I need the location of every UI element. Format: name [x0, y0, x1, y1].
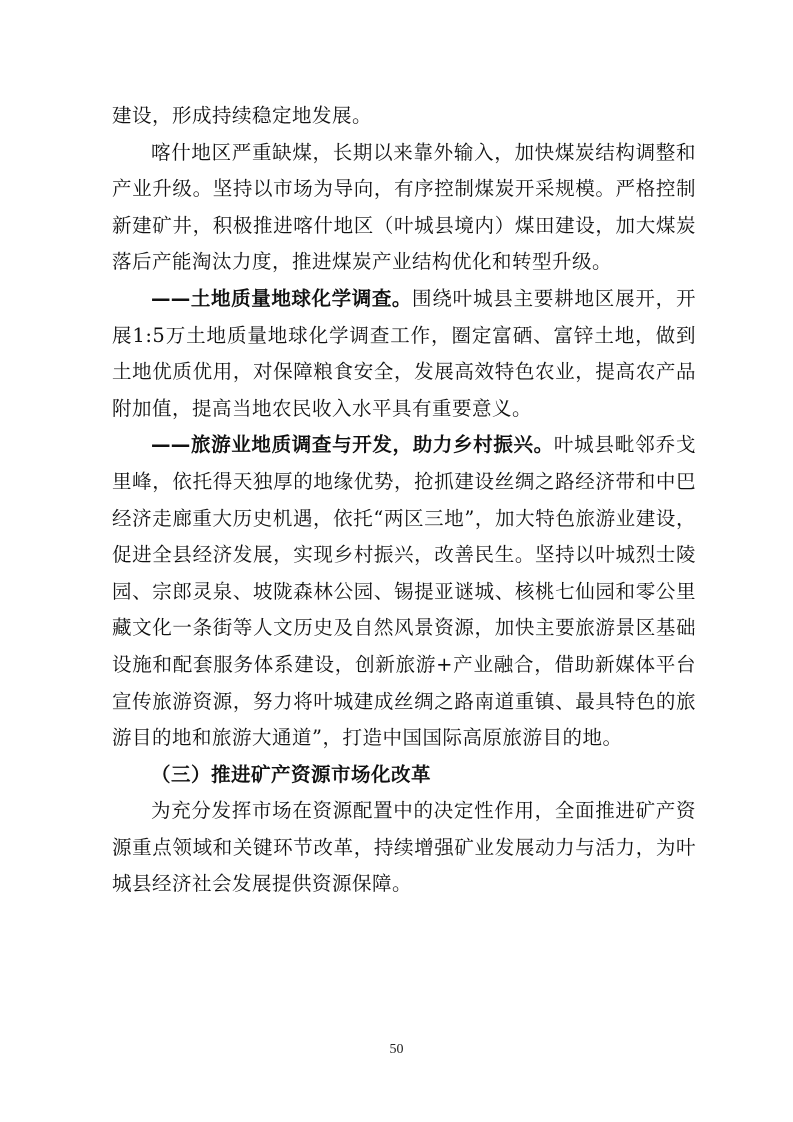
paragraph-continuation: 建设，形成持续稳定地发展。	[112, 104, 373, 127]
paragraph-market-reform: 为充分发挥市场在资源配置中的决定性作用，全面推进矿产资源重点领域和关键环节改革，持续增强矿业发展动力与活力，为叶城县经济社会发展提供资源保障。	[112, 799, 696, 896]
paragraph-text-tourism: 叶城县毗邻乔戈里峰，依托得天独厚的地缘优势，抢抓建设丝绸之路经济带和中巴经济走廊重大历史机遇，依托“两区三地”，加大特色旅游业建设，促进全县经济发展，实现乡村振兴，改善民生。坚持以叶城烈士陵园、宗郎灵泉、坡陇森林公园、锡提亚谜城、核桃七仙园和零公里藏文化一条街等人文历史及自然风景资源，加快主要旅游景区基础设施和配套服务体系建设，创新旅游+产业融合，借助新媒体平台宣传旅游资源，努力将叶城建成丝绸之路南道重镇、最具特色的旅游目的地和旅游大通道”，打造中国国际高原旅游目的地。	[112, 433, 696, 750]
paragraph-lead-soil-survey: ——土地质量地球化学调查。	[151, 286, 413, 310]
paragraph-tourism	[112, 427, 696, 756]
paragraph-lead-tourism: ——旅游业地质调查与开发，助力乡村振兴。	[151, 433, 554, 457]
paragraph-soil-survey	[112, 281, 696, 427]
paragraph-text-soil-survey: 围绕叶城县主要耕地区展开，开展1:5万土地质量地球化学调查工作，圈定富硒、富锌土地，做到土地优质优用，对保障粮食安全，发展高效特色农业，提高农产品附加值，提高当地农民收入水平具有重要意义。	[112, 286, 696, 420]
section-heading: （三）推进矿产资源市场化改革	[151, 762, 432, 786]
paragraph-coal: 喀什地区严重缺煤，长期以来靠外输入，加快煤炭结构调整和产业升级。坚持以市场为导向，有序控制煤炭开采规模。严格控制新建矿井，积极推进喀什地区（叶城县境内）煤田建设，加大煤炭落后产能淘汰力度，推进煤炭产业结构优化和转型升级。	[112, 140, 696, 274]
document-body	[112, 98, 696, 903]
page-number: 50	[389, 1042, 404, 1057]
